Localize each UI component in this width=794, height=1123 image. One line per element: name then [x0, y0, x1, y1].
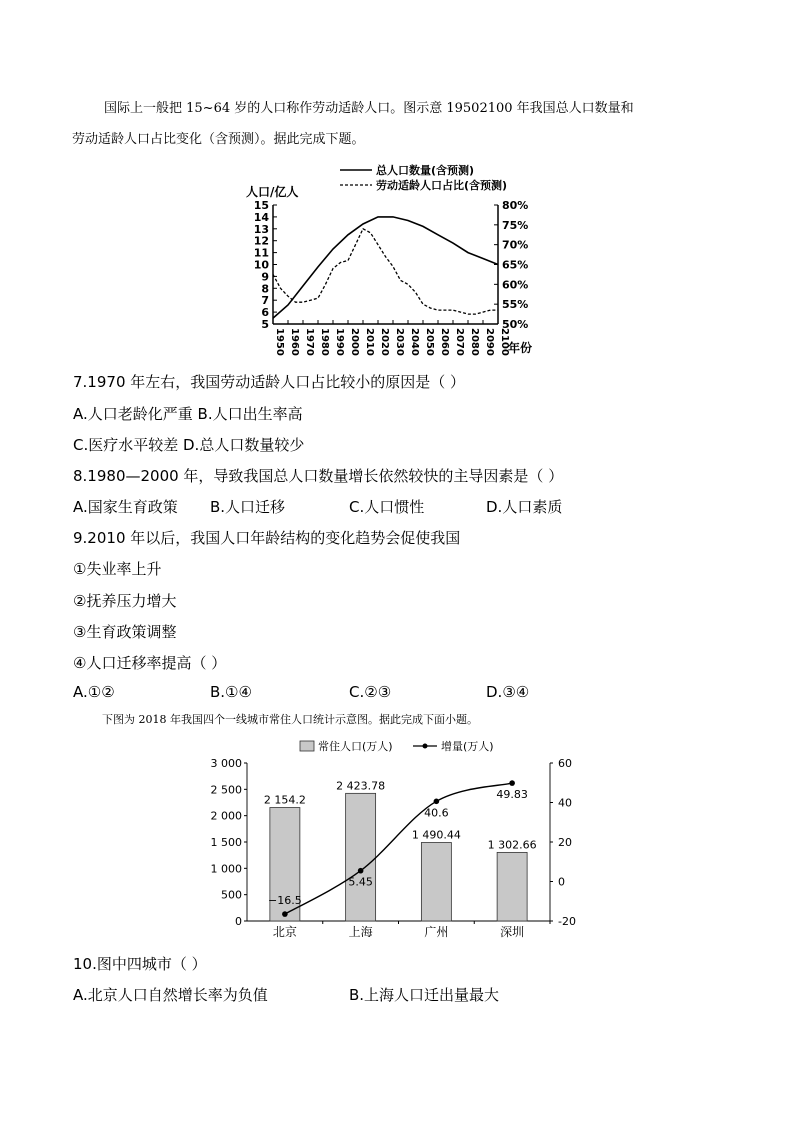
x-tick-label: 2000 — [349, 328, 360, 356]
legend-total-population: 总人口数量(含预测) — [376, 164, 475, 177]
y-left-tick-label: 5 — [261, 318, 269, 331]
y-right-tick-label: 80% — [502, 199, 529, 212]
y-right-tick-label: 60 — [558, 757, 572, 770]
y-right-tick-label: -20 — [558, 915, 576, 928]
y-right-tick-label: 40 — [558, 796, 572, 810]
y-left-tick-label: 8 — [261, 282, 269, 296]
increment-value-label: 40.6 — [424, 806, 449, 820]
increment-point — [509, 780, 515, 786]
x-tick-label: 2030 — [394, 328, 405, 356]
legend-increment: 增量(万人) — [441, 740, 494, 753]
question-7-stem: 7.1970 年左右，我国劳动适龄人口占比较小的原因是（ ） — [73, 373, 466, 391]
y-right-tick-label: 55% — [502, 298, 529, 312]
question-8-option-c: C.人口惯性 — [349, 498, 425, 516]
series-increment-line — [285, 783, 512, 914]
question-9-item-2: ②抚养压力增大 — [73, 592, 177, 610]
question-9-option-b: B.①④ — [210, 683, 252, 701]
intro-2: 下图为 2018 年我国四个一线城市常住人口统计示意图。据此完成下面小题。 — [102, 713, 478, 726]
y-right-tick-label: 65% — [502, 258, 529, 272]
series-total-population — [273, 217, 498, 318]
series-working-age-share — [273, 229, 498, 314]
city-population-chart — [205, 735, 605, 945]
x-tick-label: 2050 — [424, 328, 435, 356]
x-tick-label: 2080 — [469, 328, 480, 356]
legend-working-age-share: 劳动适龄人口占比(含预测) — [376, 179, 508, 192]
y-left-tick-label: 10 — [253, 258, 269, 272]
y-right-tick-label: 0 — [558, 875, 565, 889]
y-left-tick-label: 7 — [261, 294, 269, 308]
x-tick-label: 2060 — [439, 328, 450, 356]
question-10-option-b: B.上海人口迁出量最大 — [349, 986, 500, 1004]
increment-point — [358, 868, 364, 874]
y-right-tick-label: 50% — [502, 318, 529, 331]
bar-value-label: 2 423.78 — [336, 779, 386, 793]
bar — [497, 852, 527, 921]
increment-point — [282, 911, 288, 917]
bar — [346, 793, 376, 921]
x-tick-label: 1970 — [304, 328, 315, 356]
question-9-option-c: C.②③ — [349, 683, 392, 701]
y-left-tick-label: 9 — [261, 270, 269, 284]
increment-value-label: 5.45 — [348, 875, 373, 889]
y-left-tick-label: 3 000 — [210, 757, 242, 770]
question-10-option-a: A.北京人口自然增长率为负值 — [73, 986, 268, 1004]
y-left-tick-label: 6 — [261, 306, 269, 320]
x-tick-label: 广州 — [424, 925, 449, 939]
y-right-tick-label: 60% — [502, 278, 529, 292]
question-8-option-a: A.国家生育政策 — [73, 498, 178, 516]
y-left-tick-label: 2 000 — [210, 809, 242, 823]
y-left-tick-label: 500 — [221, 888, 242, 902]
question-9-item-4: ④人口迁移率提高（ ） — [73, 654, 227, 672]
y-right-tick-label: 70% — [502, 238, 529, 252]
population-line-chart — [240, 158, 560, 358]
question-8-stem: 8.1980—2000 年，导致我国总人口数量增长依然较快的主导因素是（ ） — [73, 467, 564, 485]
x-tick-label: 2070 — [454, 328, 465, 356]
y-left-tick-label: 14 — [253, 210, 269, 224]
x-axis-label: 年份 — [508, 341, 533, 355]
bar-value-label: 1 302.66 — [487, 838, 537, 852]
x-tick-label: 2090 — [484, 328, 495, 356]
x-tick-label: 2100 — [499, 328, 510, 356]
question-9-item-1: ①失业率上升 — [73, 560, 162, 578]
x-tick-label: 上海 — [348, 925, 373, 939]
question-7-options-ab: A.人口老龄化严重 B.人口出生率高 — [73, 405, 303, 423]
bar-value-label: 1 490.44 — [411, 828, 461, 842]
y-left-tick-label: 13 — [253, 222, 269, 236]
question-10-stem: 10.图中四城市（ ） — [73, 955, 207, 973]
increment-value-label: −16.5 — [268, 894, 302, 908]
bar-value-label: 2 154.2 — [263, 793, 306, 807]
y-left-tick-label: 15 — [253, 199, 269, 212]
legend-line-marker — [423, 744, 428, 749]
x-tick-label: 深圳 — [500, 925, 525, 939]
x-tick-label: 北京 — [272, 925, 297, 939]
question-7-options-cd: C.医疗水平较差 D.总人口数量较少 — [73, 436, 305, 454]
question-8-option-d: D.人口素质 — [486, 498, 563, 516]
y-right-tick-label: 20 — [558, 836, 572, 849]
question-9-stem: 9.2010 年以后，我国人口年龄结构的变化趋势会促使我国 — [73, 529, 461, 547]
question-9-item-3: ③生育政策调整 — [73, 623, 177, 641]
y-left-tick-label: 12 — [253, 234, 269, 248]
y-left-tick-label: 1 500 — [210, 836, 242, 849]
question-8-option-b: B.人口迁移 — [210, 498, 286, 516]
y-left-tick-label: 1 000 — [210, 862, 242, 876]
x-tick-label: 2040 — [409, 328, 420, 356]
x-tick-label: 1960 — [289, 328, 300, 356]
legend-resident-population: 常住人口(万人) — [318, 740, 393, 753]
y-left-tick-label: 11 — [253, 246, 269, 260]
y-right-tick-label: 75% — [502, 218, 529, 232]
x-tick-label: 2010 — [364, 328, 375, 356]
x-tick-label: 1980 — [319, 328, 330, 356]
increment-point — [434, 799, 440, 805]
increment-value-label: 49.83 — [496, 788, 528, 802]
y-axis-left-label: 人口/亿人 — [246, 185, 299, 199]
intro-line-2: 劳动适龄人口占比变化（含预测）。据此完成下题。 — [72, 132, 365, 147]
question-9-option-d: D.③④ — [486, 683, 530, 701]
question-9-option-a: A.①② — [73, 683, 115, 701]
x-tick-label: 1990 — [334, 328, 345, 356]
y-left-tick-label: 2 500 — [210, 783, 242, 797]
intro-line-1: 国际上一般把 15~64 岁的人口称作劳动适龄人口。图示意 19502100 年我国总人口数量和 — [104, 101, 634, 116]
x-tick-label: 1950 — [274, 328, 285, 356]
y-left-tick-label: 0 — [235, 915, 242, 928]
legend-bar-swatch — [300, 741, 314, 751]
bar — [421, 843, 451, 921]
x-tick-label: 2020 — [379, 328, 390, 356]
